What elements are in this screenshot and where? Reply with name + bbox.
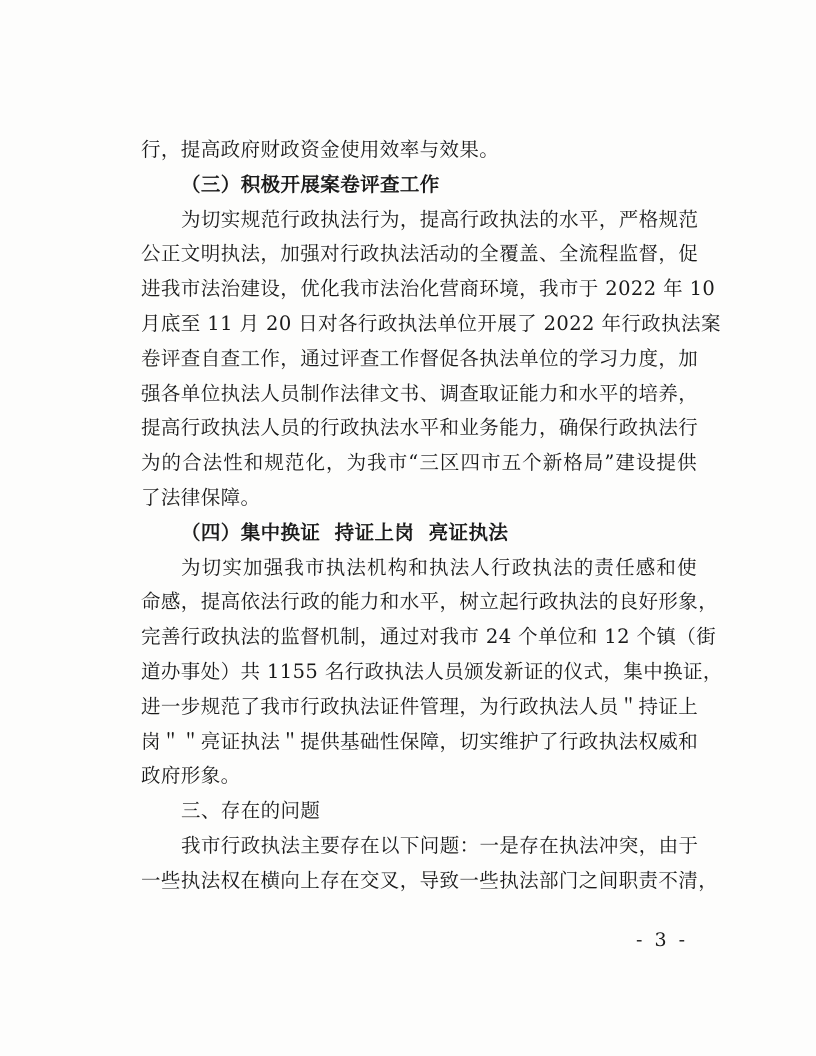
subsection-heading-3: （三）积极开展案卷评查工作 bbox=[181, 172, 440, 196]
paragraph-line: 为切实加强我市执法机构和执法人行政执法的责任感和使 bbox=[181, 555, 697, 579]
paragraph-line: 了法律保障。 bbox=[141, 485, 261, 509]
document-body bbox=[141, 133, 723, 899]
paragraph-line: 强各单位执法人员制作法律文书、调查取证能力和水平的培养， bbox=[141, 381, 699, 405]
paragraph-line: 进我市法治建设，优化我市法治化营商环境，我市于 2022 年 10 bbox=[141, 277, 716, 301]
paragraph-line: 完善行政执法的监督机制，通过对我市 24 个单位和 12 个镇（街 bbox=[141, 625, 717, 649]
paragraph-line: 为切实规范行政执法行为，提高行政执法的水平，严格规范 bbox=[181, 207, 699, 231]
paragraph-line: 命感，提高依法行政的能力和水平，树立起行政执法的良好形象， bbox=[141, 590, 719, 614]
page-number: - 3 - bbox=[635, 929, 688, 951]
paragraph-line: 进一步规范了我市行政执法证件管理，为行政执法人员＂持证上 bbox=[141, 694, 699, 718]
subsection-heading-4: （四）集中换证 持证上岗 亮证执法 bbox=[181, 520, 509, 544]
paragraph-line: 提高行政执法人员的行政执法水平和业务能力，确保行政执法行 bbox=[141, 416, 699, 440]
paragraph-line: 为的合法性和规范化，为我市“三区四市五个新格局”建设提供 bbox=[141, 451, 697, 475]
paragraph-line: 月底至 11 月 20 日对各行政执法单位开展了 2022 年行政执法案 bbox=[141, 311, 721, 335]
paragraph-line: 卷评查自查工作，通过评查工作督促各执法单位的学习力度，加 bbox=[141, 346, 699, 370]
section-heading-problems: 三、存在的问题 bbox=[181, 799, 321, 823]
paragraph-line: 行，提高政府财政资金使用效率与效果。 bbox=[141, 138, 500, 161]
paragraph-line: 政府形象。 bbox=[141, 764, 241, 788]
paragraph-line: 道办事处）共 1155 名行政执法人员颁发新证的仪式，集中换证， bbox=[141, 659, 723, 683]
paragraph-line: 我市行政执法主要存在以下问题：一是存在执法冲突，由于 bbox=[181, 833, 699, 857]
paragraph-line: 一些执法权在横向上存在交叉，导致一些执法部门之间职责不清， bbox=[141, 868, 719, 892]
paragraph-line: 岗＂＂亮证执法＂提供基础性保障，切实维护了行政执法权威和 bbox=[141, 729, 699, 753]
paragraph-line: 公正文明执法，加强对行政执法活动的全覆盖、全流程监督，促 bbox=[141, 242, 699, 266]
